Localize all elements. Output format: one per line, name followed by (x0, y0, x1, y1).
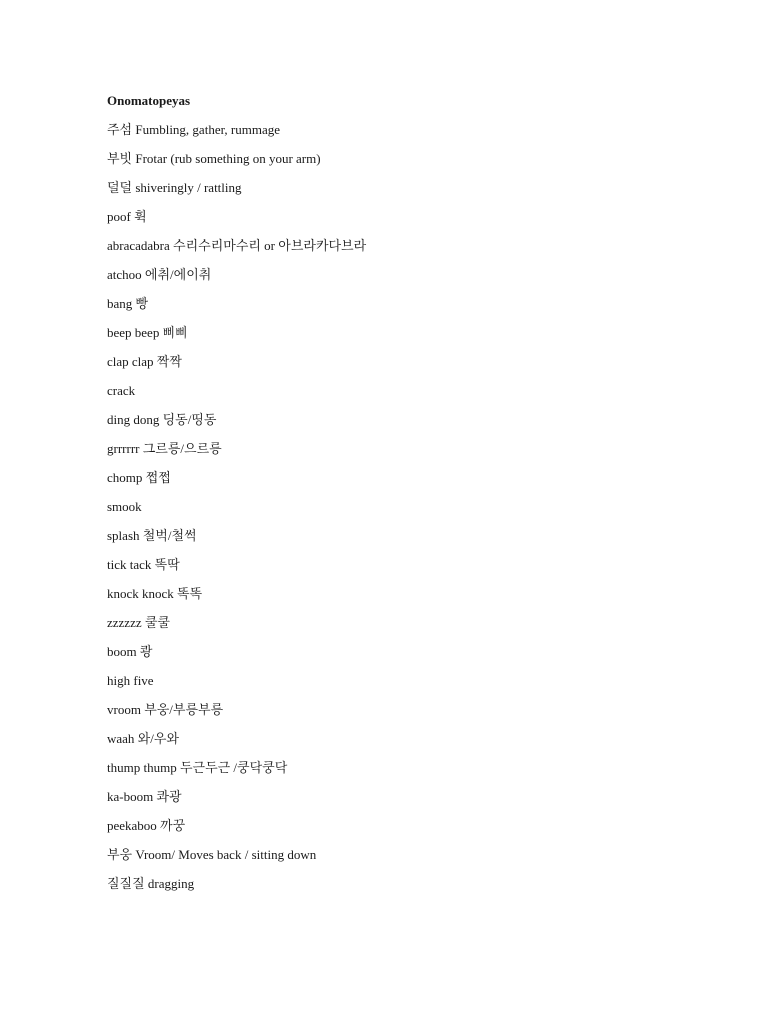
line-item: poof 휙 (107, 209, 147, 224)
line-item: bang 빵 (107, 296, 149, 311)
line-item: 부빗 Frotar (rub something on your arm) (107, 151, 321, 166)
line-item: beep beep 삐삐 (107, 325, 188, 340)
line-item: ka-boom 콰광 (107, 789, 182, 804)
line-item: smook (107, 499, 142, 514)
document-title: Onomatopeyas (107, 93, 191, 108)
line-item: peekaboo 까꿍 (107, 818, 186, 833)
line-item: vroom 부웅/부릉부릉 (107, 702, 224, 717)
line-item: waah 와/우와 (107, 731, 179, 746)
line-item: 질질질 dragging (107, 876, 195, 891)
line-item: thump thump 두근두근 /쿵닥쿵닥 (107, 760, 288, 775)
line-item: boom 쾅 (107, 644, 153, 659)
line-item: grrrrrr 그르릉/으르릉 (107, 441, 222, 456)
line-item: ding dong 딩동/띵동 (107, 412, 217, 427)
line-item: knock knock 똑똑 (107, 586, 203, 601)
line-item: 주섬 Fumbling, gather, rummage (107, 122, 280, 137)
line-item: clap clap 짝짝 (107, 354, 182, 369)
line-item: zzzzzz 쿨쿨 (107, 615, 170, 630)
line-list (107, 120, 727, 893)
line-item: 덜덜 shiveringly / rattling (107, 180, 242, 195)
line-item: 부웅 Vroom/ Moves back / sitting down (107, 847, 317, 862)
line-item: tick tack 똑딱 (107, 557, 180, 572)
line-item: abracadabra 수리수리마수리 or 아브라카다브라 (107, 238, 367, 253)
line-item: crack (107, 383, 136, 398)
line-item: atchoo 에취/에이취 (107, 267, 212, 282)
document-body (107, 91, 727, 903)
line-item: splash 철벅/철썩 (107, 528, 197, 543)
line-item: high five (107, 673, 154, 688)
line-item: chomp 쩝쩝 (107, 470, 171, 485)
